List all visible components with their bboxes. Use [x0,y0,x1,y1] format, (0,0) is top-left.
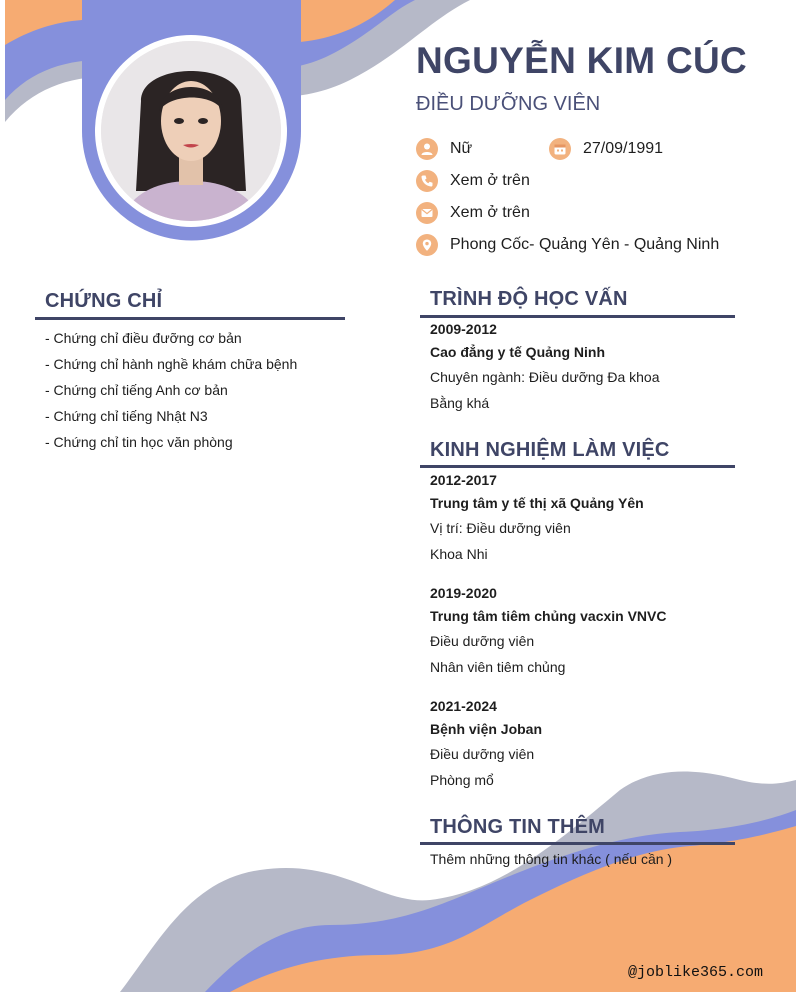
experience-period: 2021-2024 [430,698,497,714]
certificate-item: - Chứng chỉ tiếng Nhật N3 [45,408,208,424]
experience-detail: Phòng mổ [430,772,494,788]
person-icon [416,138,438,160]
watermark: @joblike365.com [628,964,764,981]
extra-info-text: Thêm những thông tin khác ( nếu cần ) [430,851,673,867]
experience-heading: KINH NGHIỆM LÀM VIỆC [430,439,670,461]
certificate-item: - Chứng chỉ tiếng Anh cơ bản [45,382,228,398]
gender-value: Nữ [450,140,473,157]
certificate-item: - Chứng chỉ tin học văn phòng [45,434,233,450]
full-name: NGUYỄN KIM CÚC [416,40,748,81]
extra-info-heading: THÔNG TIN THÊM [430,816,606,838]
experience-org: Trung tâm tiêm chủng vacxin VNVC [430,608,667,624]
birthday-value: 27/09/1991 [583,140,664,157]
experience-org: Bệnh viện Joban [430,721,543,737]
mail-icon [416,202,438,224]
experience-detail: Điều dưỡng viên [430,633,535,649]
education-school: Cao đẳng y tế Quảng Ninh [430,344,606,360]
experience-period: 2012-2017 [430,472,497,488]
education-period: 2009-2012 [430,321,497,337]
job-title: ĐIỀU DƯỠNG VIÊN [416,93,601,115]
avatar [101,41,281,221]
calendar-icon [549,138,571,160]
certificates-divider [35,317,345,320]
experience-period: 2019-2020 [430,585,497,601]
extra-info-divider [420,842,735,845]
certificate-item: - Chứng chỉ hành nghề khám chữa bệnh [45,356,298,372]
education-major: Chuyên ngành: Điều dưỡng Đa khoa [430,369,660,385]
certificate-item: - Chứng chỉ điều đưỡng cơ bản [45,330,242,346]
experience-org: Trung tâm y tế thị xã Quảng Yên [430,495,644,511]
phone-value: Xem ở trên [450,172,530,189]
experience-detail: Điều dưỡng viên [430,746,535,762]
education-grade: Bằng khá [430,395,490,411]
address-value: Phong Cốc- Quảng Yên - Quảng Ninh [450,236,720,253]
email-value: Xem ở trên [450,204,530,221]
experience-detail: Vị trí: Điều dưỡng viên [430,520,571,536]
phone-icon [416,170,438,192]
experience-detail: Nhân viên tiêm chủng [430,659,566,675]
experience-divider [420,465,735,468]
education-heading: TRÌNH ĐỘ HỌC VẤN [430,288,628,310]
education-divider [420,315,735,318]
location-icon [416,234,438,256]
experience-detail: Khoa Nhi [430,546,488,562]
certificates-heading: CHỨNG CHỈ [45,290,163,312]
